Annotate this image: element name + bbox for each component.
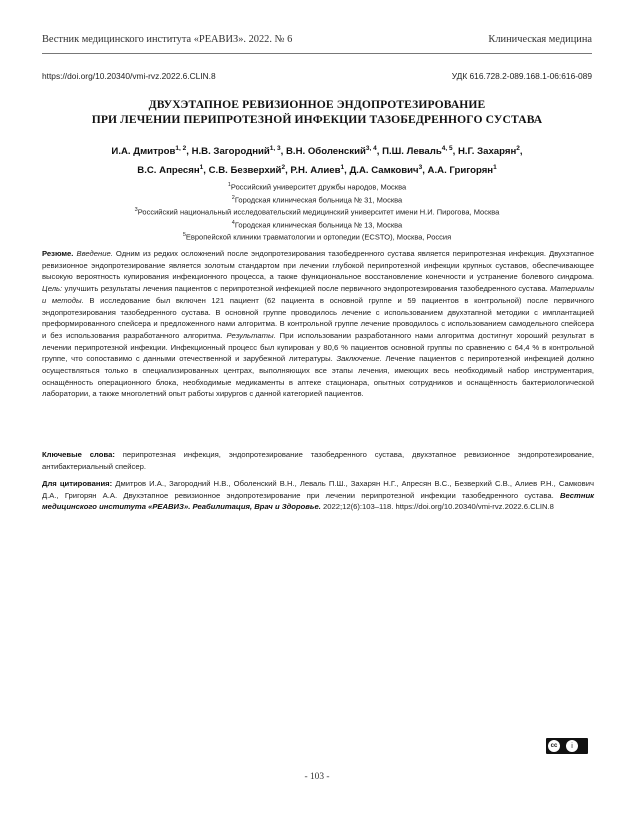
author-name: Д.А. Самкович (349, 165, 419, 177)
journal-running-title: Вестник медицинского института «РЕАВИЗ». 2022. № 6 (42, 34, 293, 45)
affiliation-number: 2 (231, 194, 235, 201)
affiliation-item (42, 218, 592, 231)
methods-label: Материалы и методы. (42, 284, 594, 305)
affiliation-number: 1 (227, 182, 231, 188)
author-list (42, 141, 592, 179)
article-title (60, 97, 574, 127)
citation-label: Для цитирования: (42, 479, 113, 488)
author-separator: , (452, 146, 458, 158)
author-affiliation-ref: 1 (340, 164, 345, 172)
author-name: С.В. Безверхий (208, 165, 282, 177)
affiliation-number: 3 (134, 207, 138, 213)
citation-journal: Вестник медицинского института «РЕАВИЗ». Реабилитация, Врач и Здоровье. (42, 490, 594, 512)
affiliation-item (42, 230, 592, 243)
abstract (42, 248, 594, 400)
abstract-label: Резюме. (42, 249, 74, 258)
header-divider (42, 53, 592, 54)
author-name: П.Ш. Леваль (382, 146, 442, 158)
author-affiliation-ref: 1, 3 (269, 145, 281, 152)
author-affiliation-ref: 1 (493, 164, 497, 172)
author-separator: , (285, 165, 291, 177)
keywords (42, 449, 594, 472)
author-affiliation-ref: 3 (418, 164, 423, 172)
goal-label: Цель: (42, 284, 63, 294)
author-name: Р.Н. Алиев (290, 165, 341, 177)
affiliation-item (42, 193, 592, 206)
author-name: Н.В. Загородний (191, 146, 270, 158)
author-affiliation-ref: 2 (516, 145, 520, 152)
author-separator: , (422, 165, 428, 177)
author-name: И.А. Дмитров (111, 146, 176, 158)
creative-commons-icon: cc (548, 740, 560, 752)
keywords-label: Ключевые слова: (42, 450, 115, 459)
methods-text: В исследование был включен 121 пациент (62 пациента в основной группе и 59 пациентов в контрольной) после первичного эндопротезирования тазобедренного сустава. В основной группе проводилось лечение с использованием двухэтапной методики с имплантацией преформированного спейсера и предложенного нами алгоритма. В контрольной группе лечение проводилось с использованием самодельного спейсера и без использования разработанного алгоритма. (42, 295, 594, 340)
results-label: Результаты. (226, 330, 276, 340)
author-affiliation-ref: 4, 5 (441, 145, 453, 152)
author-separator: , (186, 146, 192, 158)
cc-by-license-icon[interactable] (546, 738, 588, 754)
author-separator: , (376, 146, 383, 158)
author-name: В.С. Апресян (137, 165, 200, 177)
running-head (42, 34, 592, 50)
citation-details: 2022;12(6):103–118. (320, 502, 396, 512)
section-name: Клиническая медицина (488, 34, 592, 45)
conclusion-text: Лечение пациентов с перипротезной инфекцией должно осуществляться только в специализированных центрах, выполняющих все этапы лечения, имеющих весь необходимый набор инструментария, оснащённость операционного блока, необходимые медикаменты в аптеке стационара, опытных сотрудников и оснащённость бактериологической лаборатории, а также многолетний опыт работы хирургов с данной категорией пациентов. (42, 354, 594, 399)
citation-doi-link[interactable]: https://doi.org/10.20340/vmi-rvz.2022.6.CLIN.8 (395, 502, 554, 512)
author-separator: , (280, 146, 286, 158)
affiliation-text: Городская клиническая больница № 31, Москва (234, 195, 403, 204)
udc-code: УДК 616.728.2-089.168.1-06:616-089 (451, 71, 592, 81)
affiliation-text: Российский университет дружбы народов, Москва (230, 182, 407, 192)
intro-text: Одним из редких осложнений после эндопротезирования тазобедренного сустава является перипротезная инфекция. Двухэтапное ревизионное эндопротезирование является золотым стандартом при лечении глубокой перипротезной инфекции крупных суставов, обеспечивающее высокую вероятность купирования инфекционного процесса, а также функциональное восстановление конечности и устранение болевого синдрома. (42, 249, 594, 282)
results-text: При использовании разработанного нами алгоритма достигнут хороший результат в лечении перипротезной инфекции. Инфекционный процесс был купирован у 80,6 % пациентов основной группы по сравнению с 64,4 % в контрольной группе, что сопоставимо с данными отечественной и зарубежной литературы. (42, 330, 595, 364)
goal-text: улучшить результаты лечения пациентов с перипротезной инфекцией после первичного эндопротезирования тазобедренного сустава. (62, 284, 551, 294)
author-name: В.Н. Оболенский (285, 146, 366, 158)
affiliation-number: 5 (182, 232, 186, 238)
title-line-2: ПРИ ЛЕЧЕНИИ ПЕРИПРОТЕЗНОЙ ИНФЕКЦИИ ТАЗОБЕДРЕННОГО СУСТАВА (91, 113, 543, 126)
author-affiliation-ref: 2 (281, 164, 286, 172)
author-name: Н.Г. Захарян (457, 146, 517, 158)
page-number: - 103 - (304, 772, 330, 782)
affiliation-list (42, 180, 592, 243)
attribution-icon: i (566, 740, 578, 752)
intro-label: Введение. (76, 249, 113, 258)
authors-line-2 (42, 160, 592, 179)
authors-line-1 (42, 141, 592, 160)
author-separator: , (519, 146, 523, 158)
citation (42, 478, 594, 513)
doi-link[interactable]: https://doi.org/10.20340/vmi-rvz.2022.6.CLIN.8 (42, 71, 216, 81)
author-affiliation-ref: 1 (199, 164, 204, 172)
keywords-text: перипротезная инфекция, эндопротезирование тазобедренного сустава, двухэтапное ревизионное эндопротезирование, антибактериальный спейсер. (42, 450, 594, 471)
citation-text: Дмитров И.А., Загородний Н.В., Оболенский В.Н., Леваль П.Ш., Захарян Н.Г., Апресян В.С., Безверхий С.В., Алиев Р.Н., Самкович Д.А., Григорян А.А. Двухэтапное ревизионное эндопротезирование при лечении перипротезной инфекции тазобедренного сустава. (42, 479, 594, 500)
conclusion-label: Заключение. (336, 354, 382, 364)
author-affiliation-ref: 1, 2 (175, 145, 187, 152)
affiliation-number: 4 (231, 219, 235, 226)
author-separator: , (344, 165, 350, 177)
affiliation-item (42, 180, 592, 193)
affiliation-text: Городская клиническая больница № 13, Москва (234, 220, 403, 229)
affiliation-item (42, 205, 592, 218)
author-name: А.А. Григорян (427, 165, 494, 177)
affiliation-text: Европейской клиники травматологии и ортопедии (ECSTO), Москва, Россия (185, 232, 452, 242)
author-separator: , (203, 165, 209, 177)
title-line-1: ДВУХЭТАПНОЕ РЕВИЗИОННОЕ ЭНДОПРОТЕЗИРОВАНИЕ (148, 98, 486, 111)
affiliation-text: Российский национальный исследовательский медицинский университет имени Н.И. Пирогова, Москва (137, 207, 500, 217)
author-affiliation-ref: 3, 4 (365, 145, 377, 152)
